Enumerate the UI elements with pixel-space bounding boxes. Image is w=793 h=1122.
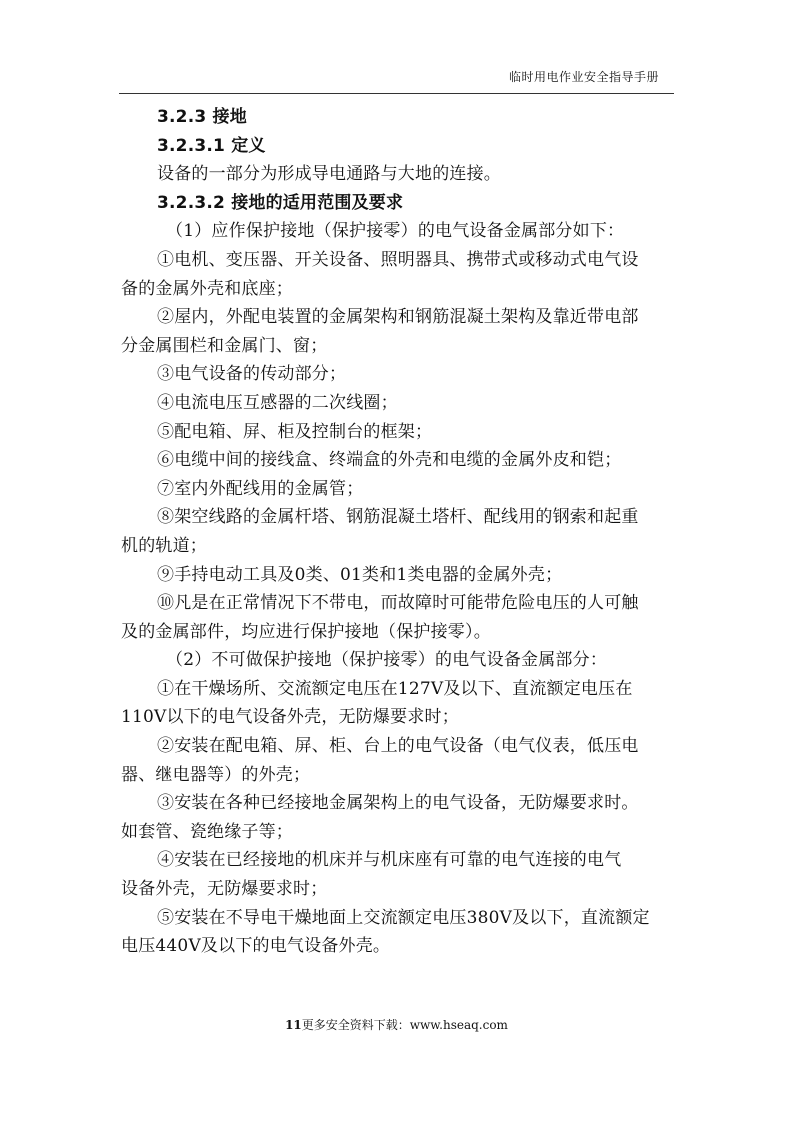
list-item-line: 电压440V及以下的电气设备外壳。	[121, 936, 391, 957]
paragraph-line: 设备的一部分为形成导电通路与大地的连接。	[157, 164, 501, 185]
page-footer	[0, 1016, 793, 1033]
list-item-line: 110V以下的电气设备外壳，无防爆要求时；	[121, 707, 459, 728]
page-number: 11	[285, 1018, 302, 1032]
list-item-line: ②安装在配电箱、屏、柜、台上的电气设备（电气仪表，低压电	[157, 736, 639, 757]
section-heading-3-2-3-1: 3.2.3.1 定义	[157, 135, 266, 156]
section-heading-3-2-3-2: 3.2.3.2 接地的适用范围及要求	[157, 192, 404, 213]
page-body	[121, 103, 677, 961]
list-item-line: 机的轨道；	[121, 535, 207, 556]
list-heading-2: （2）不可做保护接地（保护接零）的电气设备金属部分：	[166, 650, 608, 671]
list-item-line: ⑥电缆中间的接线盒、终端盒的外壳和电缆的金属外皮和铠；	[157, 450, 622, 471]
list-item-line: ⑤安装在不导电干燥地面上交流额定电压380V及以下，直流额定	[157, 907, 650, 928]
list-item-line: 如套管、瓷绝缘子等；	[121, 821, 293, 842]
running-header-title: 临时用电作业安全指导手册	[509, 70, 660, 84]
list-item-line: ⑩凡是在正常情况下不带电，而故障时可能带危险电压的人可触	[157, 593, 639, 614]
header-divider	[119, 93, 674, 94]
list-item-line: ⑦室内外配线用的金属管；	[157, 478, 364, 499]
list-item-line: ⑨手持电动工具及0类、01类和1类电器的金属外壳；	[157, 564, 563, 585]
list-item-line: 及的金属部件，均应进行保护接地（保护接零）。	[121, 621, 491, 642]
list-item-line: ①电机、变压器、开关设备、照明器具、携带式或移动式电气设	[157, 249, 639, 270]
list-item-line: ②屋内，外配电装置的金属架构和钢筋混凝土架构及靠近带电部	[157, 307, 639, 328]
list-item-line: 设备外壳，无防爆要求时；	[121, 879, 328, 900]
list-item-line: 备的金属外壳和底座；	[121, 278, 293, 299]
list-item-line: ④电流电压互感器的二次线圈；	[157, 392, 398, 413]
list-item-line: ⑧架空线路的金属杆塔、钢筋混凝土塔杆、配线用的钢索和起重	[157, 507, 639, 528]
list-item-line: ①在干燥场所、交流额定电压在127V及以下、直流额定电压在	[157, 678, 633, 699]
section-heading-3-2-3: 3.2.3 接地	[157, 107, 247, 127]
list-item-line: 器、继电器等）的外壳；	[121, 764, 311, 785]
list-item-line: ③电气设备的传动部分；	[157, 364, 347, 385]
list-item-line: 分金属围栏和金属门、窗；	[121, 335, 328, 356]
footer-download-text: 更多安全资料下载：www.hseaq.com	[301, 1018, 508, 1032]
list-item-line: ⑤配电箱、屏、柜及控制台的框架；	[157, 421, 433, 442]
list-item-line: ④安装在已经接地的机床并与机床座有可靠的电气连接的电气	[157, 850, 622, 871]
list-item-line: ③安装在各种已经接地金属架构上的电气设备，无防爆要求时。	[157, 793, 639, 814]
list-heading-1: （1）应作保护接地（保护接零）的电气设备金属部分如下：	[166, 221, 625, 242]
